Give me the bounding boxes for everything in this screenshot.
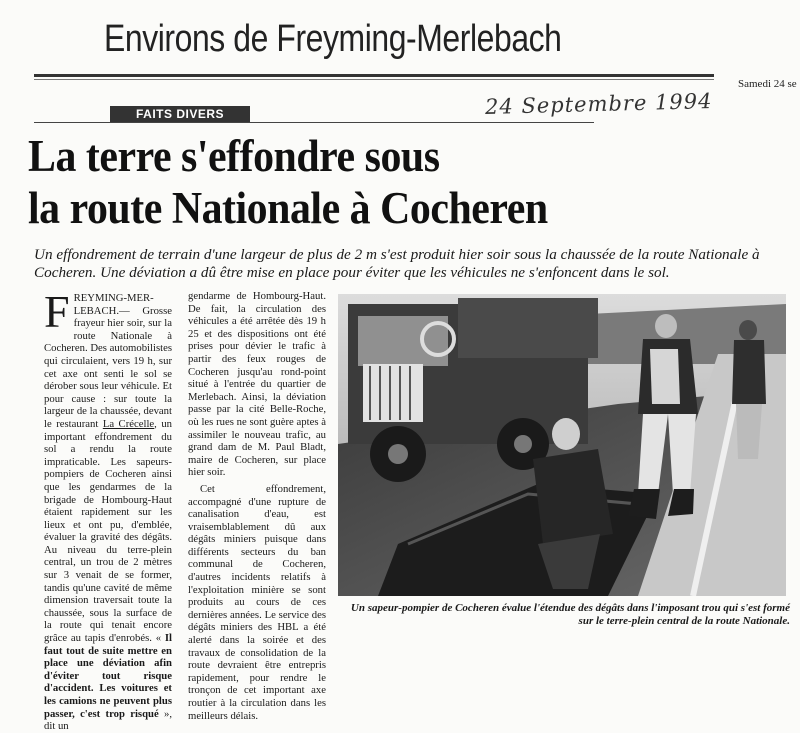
standfirst: Un effondrement de terrain d'une largeur de plus de 2 m s'est produit hier soir sous la chaussée de la route Nationale à Cocheren. Une déviation a dû être mise en place pour éviter que les véhicules ne s'enfoncent dans le sol. (34, 246, 760, 281)
drop-cap: F (44, 286, 70, 337)
edition-date: Samedi 24 se (738, 78, 797, 90)
headline-line-2: la route Nationale à Cocheren (28, 183, 548, 233)
column-1-tail: », dit un (44, 707, 172, 733)
news-photo-image (338, 294, 786, 596)
column-2-paragraph-1: gendarme de Hombourg-Haut. De fait, la circulation des véhicules a été arrêtée dès 19 h 25 et des dispositions ont été prises pour dévier le trafic à partir des feux rouges de Cocheren jusqu'au rond-point situé à l'entrée du quartier de Merlebach. Ainsi, la déviation passe par la cité Belle-Roche, où les rues ne sont guère aptes à assimiler le nouveau trafic, au grand dam de M. Paul Bladt, maire de Cocheren, sur place hier soir. (188, 290, 326, 479)
headline-line-1: La terre s'effondre sous (28, 131, 440, 181)
column-1-body: , un important effondrement du sol a rendu la route impraticable. Les sapeurs-pompiers de Cocheren ainsi que les gendarmes de la brigade de Hombourg-Haut étaient rapidement sur les lieux et ont pu, d'emblée, évaluer la gravité des dégâts. Au niveau du terre-plein central, un trou de 2 mètres sur 3 venait de se former, tandis qu'une cavité de même dimension traversait toute la chaussée, sous la surface de la route qui tenait encore grâce au tapis d'enrobés. « (44, 417, 173, 645)
heading-rule (34, 74, 714, 77)
restaurant-name: La Crécelle (102, 417, 155, 430)
news-photo (338, 294, 786, 596)
rubric-label: FAITS DIVERS (110, 106, 250, 123)
article-column-1 (44, 286, 173, 733)
headline (28, 130, 748, 234)
gendarme-quote: Il faut tout de suite mettre en place une déviation afin d'éviter tout risque d'accident. Les voitures et les camions ne peuvent plus passer, c'est trop risqué (44, 632, 172, 720)
column-1-text (44, 286, 173, 733)
rubric-rule (34, 122, 594, 123)
article-column-2 (188, 290, 326, 722)
heading-rule-thin (34, 79, 714, 80)
handwritten-date: 24 Septembre 1994 (484, 89, 713, 119)
photo-caption: Un sapeur-pompier de Cocheren évalue l'étendue des dégâts dans l'imposant trou qui s'est formé sur le terre-plein central de la route Nationale. (350, 602, 790, 627)
column-1-lead: REYMING-MER-LEBACH.— Grosse frayeur hier soir, sur la route Nationale à Cocheren. Des automobilistes qui circulaient, vers 19 h, sur cet axe ont senti le sol se dérober sous leur véhicule. Et pour cause : sur toute la largeur de la chaussée, devant le restaurant (44, 292, 172, 430)
column-2-paragraph-2: Cet effondrement, accompagné d'une rupture de canalisation d'eau, est vraisemblablement dû aux dégâts miniers puisque dans différents secteurs du ban communal de Cocheren, d'autres incidents relatifs à l'exploitation minière se sont produits au cours de ces dernières années. Le service des dégâts miniers des HBL a été alerté dans la soirée et des travaux de consolidation de la route devraient être entrepris rapidement, pour rendre le tronçon de cet important axe routier à la circulation dans les meilleurs délais. (188, 482, 326, 722)
section-heading: Environs de Freyming-Merlebach (104, 18, 562, 60)
